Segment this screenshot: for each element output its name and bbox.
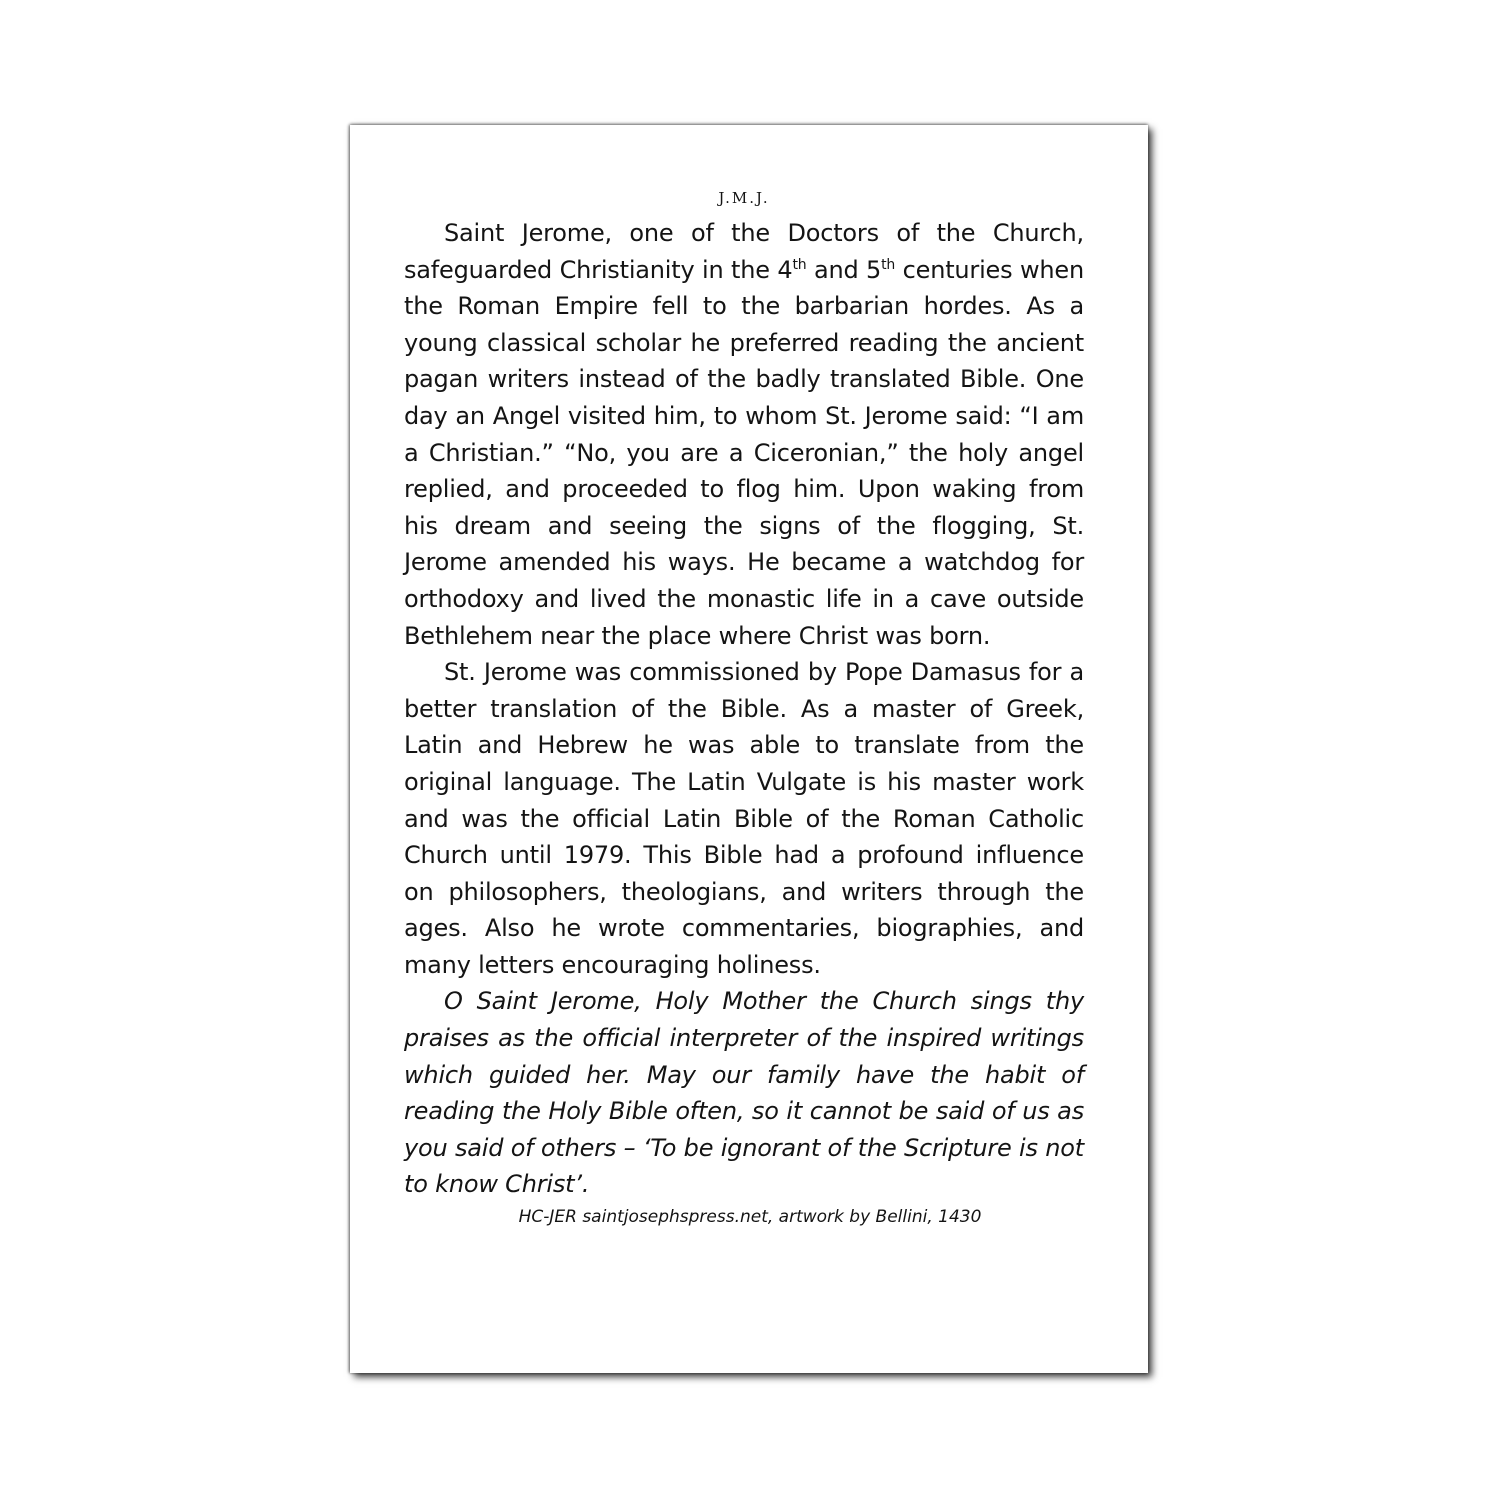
prayer-paragraph: O Saint Jerome, Holy Mother the Church sings thy praises as the official interpreter of the inspired writings which guided her. May our family have the habit of reading the Holy Bible often, so it cannot be said of us as you said of others – ‘To be ignorant of the Scripture is not to know Christ’. xyxy=(404,987,1084,1199)
ordinal-suffix-1: th xyxy=(792,256,807,273)
card-credit-line: HC-JER saintjosephspress.net, artwork by Bellini, 1430 xyxy=(518,1207,982,1228)
ordinal-suffix-2: th xyxy=(881,256,896,273)
card-heading: J.M.J. xyxy=(718,189,770,207)
biography-paragraph-2: St. Jerome was commissioned by Pope Damasus for a better translation of the Bible. As a master of Greek, Latin and Hebrew he was able to translate from the original language. The Latin Vulgate is his master work and was the official Latin Bible of the Roman Catholic Church until 1979. This Bible had a profound influence on philosophers, theologians, and writers through the ages. Also he wrote commentaries, biographies, and many letters encouraging holiness. xyxy=(404,658,1084,979)
biography-paragraph-1 xyxy=(404,215,1084,654)
paragraph-1-text-a: Saint Jerome, one of the Doctors of the Church, safeguarded Christianity in the 4 xyxy=(404,219,1084,284)
prayer-card xyxy=(350,125,1148,1373)
card-text-block xyxy=(404,187,1084,1229)
paragraph-1-text-b: and 5 xyxy=(806,255,882,284)
paragraph-1-text-c: centuries when the Roman Empire fell to the barbarian hordes. As a young classical scholar he preferred reading the ancient pagan writers instead of the badly translated Bible. One day an Angel visited him, to whom St. Jerome said: “I am a Christian.” “No, you are a Ciceronian,” the holy angel replied, and proceeded to flog him. Upon waking from his dream and seeing the signs of the flogging, St. Jerome amended his ways. He became a watchdog for orthodoxy and lived the monastic life in a cave outside Bethlehem near the place where Christ was born. xyxy=(404,255,1084,650)
